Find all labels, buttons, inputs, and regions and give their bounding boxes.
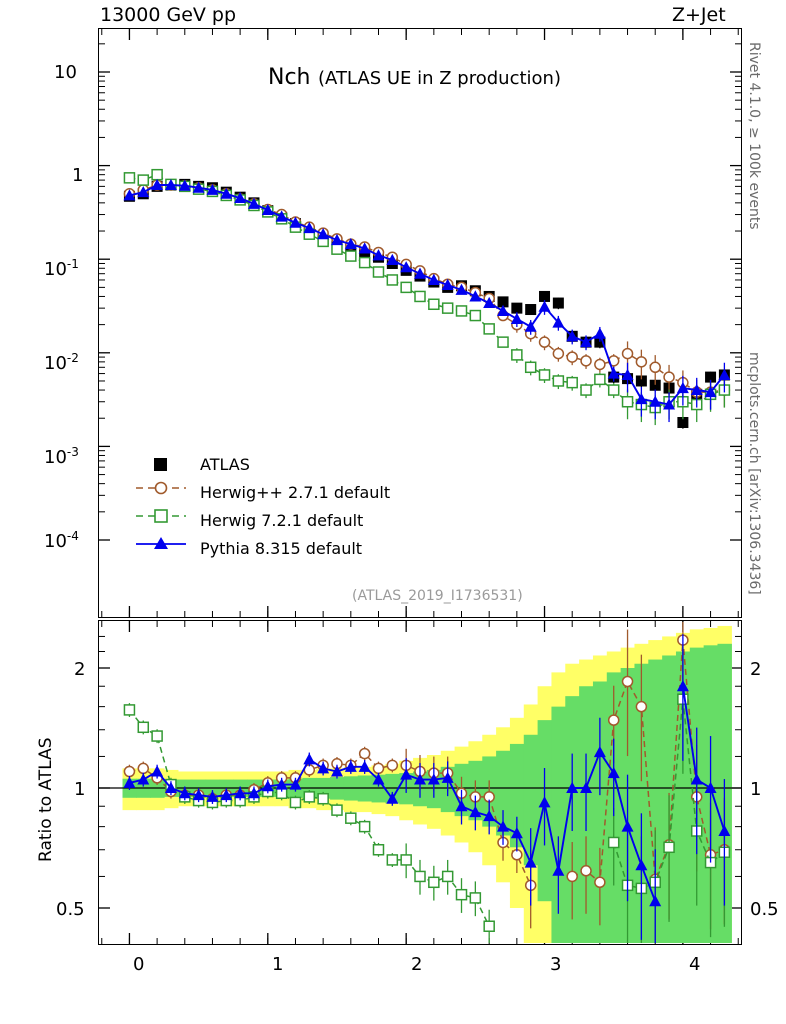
ratio-ytick-1-right: 1 [750,779,762,800]
ytick-1e1-label: 10 [54,62,77,83]
ytick-1e0 [72,165,83,186]
ratio-ytick-2-right: 2 [750,659,762,680]
ytick-1em1-base: 10 [44,259,67,280]
legend-label-herwig7: Herwig 7.2.1 default [200,511,364,530]
ytick-1em2: $10^{-2}$ [44,351,79,374]
legend-label-atlas: ATLAS [200,455,250,474]
header-left: 13000 GeV pp [100,4,237,26]
right-label-bottom [746,352,786,595]
ytick-1em1: $10^{-1}$ [44,257,79,280]
legend-label-pythia: Pythia 8.315 default [200,539,363,558]
legend-marker-pythia [154,537,168,549]
legend [128,448,428,568]
ratio-ytick-2-left: 2 [74,659,86,680]
ratio-ytick-05-right: 0.5 [750,899,779,920]
right-label-top-text: Rivet 4.1.0, ≥ 100k events [746,42,762,230]
plot-title-main: Nch [268,65,311,90]
ratio-plot-area [98,620,742,945]
legend-marker-herwig7 [155,510,167,522]
watermark-label: (ATLAS_2019_I1736531) [352,588,523,604]
ytick-1e1 [54,62,77,83]
ytick-1em2-base: 10 [44,353,67,374]
ytick-1em3: $10^{-3}$ [44,445,79,468]
ytick-1em3-base: 10 [44,447,67,468]
legend-marker-herwigpp [156,483,167,494]
legend-label-herwigpp: Herwig++ 2.7.1 default [200,483,391,502]
legend-marker-atlas [154,458,167,471]
ytick-1em4-base: 10 [44,531,67,552]
xtick-1: 1 [272,954,284,975]
ytick-1em4: $10^{-4}$ [44,529,79,552]
right-label-bottom-text: mcplots.cern.ch [arXiv:1306.3436] [746,352,762,595]
plot-title-paren: (ATLAS UE in Z production) [318,68,561,89]
xtick-3: 3 [550,954,562,975]
xtick-2: 2 [411,954,423,975]
ratio-ytick-05-left: 0.5 [56,899,85,920]
header-right: Z+Jet [672,4,726,26]
xtick-0: 0 [133,954,145,975]
ratio-ylabel [36,737,161,882]
ratio-ytick-1-left: 1 [74,779,86,800]
ratio-ylabel-text: Ratio to ATLAS [36,737,56,862]
xtick-4: 4 [689,954,701,975]
right-label-top [746,42,786,230]
ytick-1e0-label: 1 [72,165,84,186]
